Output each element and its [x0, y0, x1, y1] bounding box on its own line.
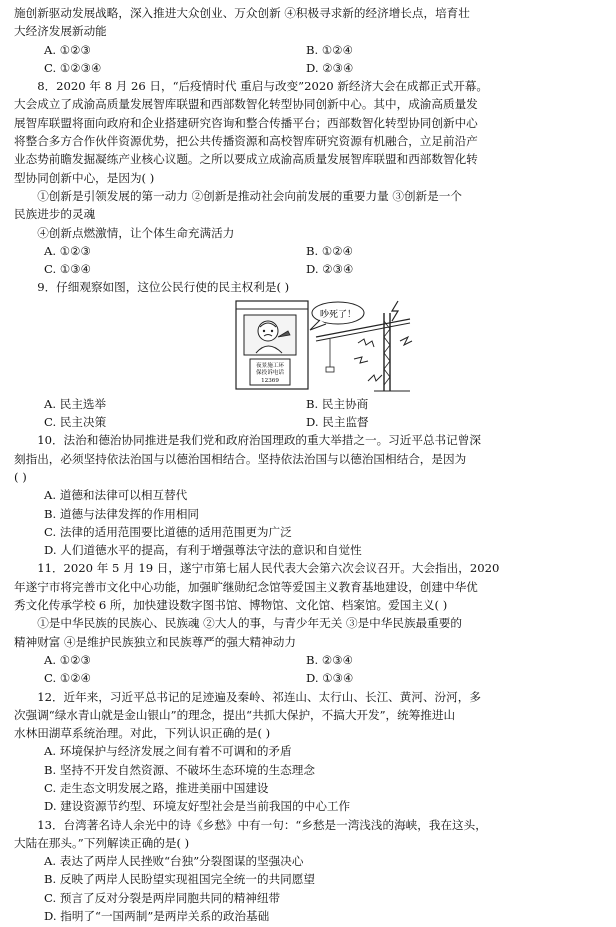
option-d[interactable]: D. 建设资源节约型、环境友好型社会是当前我国的中心工作 [44, 799, 351, 814]
q11-statement: 精神财富 ④是维护民族独立和民族尊严的强大精神动力 [14, 634, 296, 649]
sign-text-line: 保投诉电话 [256, 369, 284, 376]
q12-stem-line: 次强调“绿水青山就是金山银山”的理念，提出“共抓大保护，不搞大开发”，统筹推进山 [14, 707, 456, 722]
sign-text-line: 夜景施工环 [256, 362, 284, 369]
option-a[interactable]: A. ①②③ [44, 42, 91, 57]
option-c[interactable]: C. 民主决策 [44, 415, 107, 430]
q8-statement: ④创新点燃激情，让个体生命充满活力 [37, 225, 235, 240]
option-b[interactable]: B. 道德与法律发挥的作用相同 [44, 506, 200, 521]
q12-stem-line: 水林田湖草系统治理。对此，下列认识正确的是( ) [14, 726, 271, 741]
q9-cartoon-figure [14, 297, 616, 395]
option-a[interactable]: A. ①②③ [44, 243, 91, 258]
lead-line: 施创新驱动发展战略，深入推进大众创业、万众创新 ④积极寻求新的经济增长点，培育壮 [14, 6, 470, 20]
q9-stem: 9．仔细观察如图，这位公民行使的民主权利是( ) [37, 280, 290, 295]
sign-text-line: 12369 [261, 377, 279, 384]
option-c[interactable]: C. 预言了反对分裂是两岸同胞共同的精神纽带 [44, 890, 281, 905]
speech-bubble-text: 吵死了！ [319, 309, 357, 320]
option-d[interactable]: D. 人们道德水平的提高，有利于增强尊法守法的意识和自觉性 [44, 543, 362, 558]
option-b[interactable]: B. ②③④ [306, 652, 354, 667]
q11-stem-line: 年遂宁市将完善市文化中心功能，加强旷继勋纪念馆等爱国主义教育基地建设，创建中华优 [14, 579, 478, 594]
option-a[interactable]: A. 表达了两岸人民挫败“台独”分裂图谋的坚强决心 [44, 854, 304, 869]
q11-statement: ①是中华民族的民族心、民族魂 ②大人的事，与青少年无关 ③是中华民族最重要的 [37, 616, 462, 631]
q9-options [14, 395, 606, 432]
option-c[interactable]: C. ①③④ [44, 262, 92, 277]
q8-options [14, 242, 606, 279]
option-c[interactable]: C. ①②③④ [44, 60, 102, 75]
option-d[interactable]: D. ②③④ [306, 262, 354, 277]
q10-stem-line: ( ) [14, 469, 27, 484]
option-d[interactable]: D. 民主监督 [306, 415, 369, 430]
q8-statement: 民族进步的灵魂 [14, 207, 96, 222]
q11-options [14, 651, 606, 688]
q8-stem-line: 将整合多方合作伙伴资源优势，把公共传播资源和高校智库研究资源有机融合，立足前沿产 [14, 134, 478, 149]
option-c[interactable]: C. 走生态文明发展之路，推进美丽中国建设 [44, 780, 269, 795]
option-b[interactable]: B. 反映了两岸人民盼望实现祖国完全统一的共同愿望 [44, 872, 315, 887]
q12-stem-line: 12．近年来，习近平总书记的足迹遍及秦岭、祁连山、太行山、长江、黄河、汾河，多 [37, 689, 481, 704]
lead-options [14, 41, 606, 78]
q8-stem-line: 展智库联盟将面向政府和企业搭建研究咨询和整合传播平台；西部数智化转型协同创新中心 [14, 115, 478, 130]
option-d[interactable]: D. ①③④ [306, 671, 354, 686]
option-c[interactable]: C. 法律的适用范围要比道德的适用范围更为广泛 [44, 524, 292, 539]
q10-stem-line: 刻指出，必须坚持依法治国与以德治国相结合。坚持依法治国与以德治国相结合，是因为 [14, 451, 467, 466]
q8-stem-line: 大会成立了成渝高质量发展智库联盟和西部数智化转型协同创新中心。其中，成渝高质量发 [14, 97, 478, 112]
option-b[interactable]: B. ①②④ [306, 243, 354, 258]
option-a[interactable]: A. 环境保护与经济发展之间有着不可调和的矛盾 [44, 744, 292, 759]
option-d[interactable]: D. 指明了“一国两制”是两岸关系的政治基础 [44, 909, 270, 924]
cartoon-illustration [234, 297, 414, 393]
q8-stem-line: 型协同创新中心，是因为( ) [14, 170, 155, 185]
q13-stem-line: 13．台湾著名诗人余光中的诗《乡愁》中有一句：“乡愁是一湾浅浅的海峡，我在这头， [37, 817, 487, 832]
lead-line: 大经济发展新动能 [14, 24, 107, 39]
option-a[interactable]: A. 民主选举 [44, 396, 107, 411]
q8-stem-line: 业态势前瞻发掘凝练产业核心议题。之所以要成立成渝高质量发展智库联盟和西部数智化转 [14, 152, 478, 167]
option-a[interactable]: A. ①②③ [44, 652, 91, 667]
option-b[interactable]: B. ①②④ [306, 42, 354, 57]
option-b[interactable]: B. 坚持不开发自然资源、不破坏生态环境的生态理念 [44, 762, 315, 777]
q13-stem-line: 大陆在那头。”下列解读正确的是( ) [14, 835, 190, 850]
option-a[interactable]: A. 道德和法律可以相互替代 [44, 488, 188, 503]
option-b[interactable]: B. 民主协商 [306, 396, 369, 411]
q10-stem-line: 10．法治和德治协同推进是我们党和政府治国理政的重大举措之一。习近平总书记曾深 [37, 433, 481, 448]
q8-stem-line: 8．2020 年 8 月 26 日，“后疫情时代 重启与改变”2020 新经济大会在成都正式开幕。 [37, 79, 488, 94]
option-c[interactable]: C. ①②④ [44, 671, 92, 686]
q8-statement: ①创新是引领发展的第一动力 ②创新是推动社会向前发展的重要力量 ③创新是一个 [37, 188, 462, 203]
option-d[interactable]: D. ②③④ [306, 60, 354, 75]
q11-stem-line: 11．2020 年 5 月 19 日，遂宁市第七届人民代表大会第六次会议召开。大会指出，2020 [37, 561, 500, 576]
q11-stem-line: 秀文化传承学校 6 所，加快建设数字图书馆、博物馆、文化馆、档案馆。爱国主义( ) [14, 598, 448, 613]
